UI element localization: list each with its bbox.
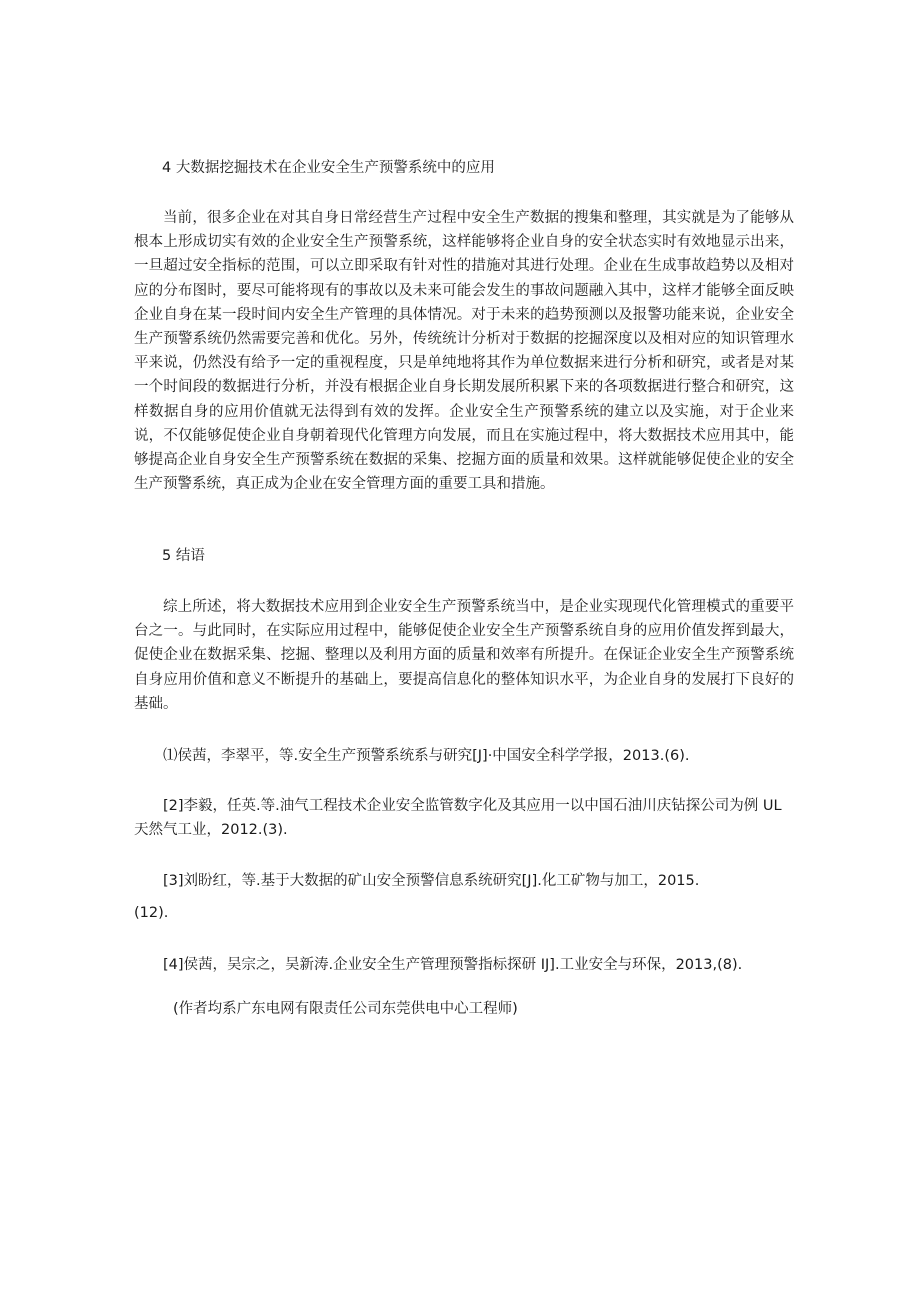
reference-1 <box>163 744 689 768</box>
reference-2-line-1: [2]李毅，任英.等.油气工程技术企业安全监管数字化及其应用一以中国石油川庆钻探公司为例 UL <box>163 798 782 814</box>
reference-2-line-2: 天然气工业，2012.(3). <box>134 822 288 838</box>
reference-4 <box>163 953 742 977</box>
reference-4-line-1: [4]侯茜，吴宗之，吴新涛.企业安全生产管理预警指标探研 IJ].工业安全与环保，2013,(8). <box>163 957 743 973</box>
reference-1-line-1: ⑴侯茜，李翠平，等.安全生产预警系统系与研究[J]·中国安全科学学报，2013.(6). <box>163 748 690 764</box>
section-4-heading: 4 大数据挖掘技术在企业安全生产预警系统中的应用 <box>162 160 495 176</box>
reference-2 <box>134 794 782 842</box>
reference-3 <box>134 869 700 925</box>
reference-3-line-2: (12). <box>134 905 169 921</box>
section-5-heading: 5 结语 <box>162 548 205 564</box>
section-5-paragraph: 综上所述，将大数据技术应用到企业安全生产预警系统当中，是企业实现现代化管理模式的重要平台之一。与此同时，在实际应用过程中，能够促使企业安全生产预警系统自身的应用价值发挥到最大，促使企业在数据采集、挖掘、整理以及利用方面的质量和效率有所提升。在保证企业安全生产预警系统自身应用价值和意义不断提升的基础上，要提高信息化的整体知识水平，为企业自身的发展打下良好的基础。 <box>134 599 794 712</box>
reference-3-line-1: [3]刘盼红，等.基于大数据的矿山安全预警信息系统研究[J].化工矿物与加工，2015. <box>163 873 700 889</box>
section-4-paragraph: 当前，很多企业在对其自身日常经营生产过程中安全生产数据的搜集和整理，其实就是为了能够从根本上形成切实有效的企业安全生产预警系统，这样能够将企业自身的安全状态实时有效地显示出来，一旦超过安全指标的范围，可以立即采取有针对性的措施对其进行处理。企业在生成事故趋势以及相对应的分布图时，要尽可能将现有的事故以及未来可能会发生的事故问题融入其中，这样才能够全面反映企业自身在某一段时间内安全生产管理的具体情况。对于未来的趋势预测以及报警功能来说，企业安全生产预警系统仍然需要完善和优化。另外，传统统计分析对于数据的挖掘深度以及相对应的知识管理水平来说，仍然没有给予一定的重视程度，只是单纯地将其作为单位数据来进行分析和研究，或者是对某一个时间段的数据进行分析，并没有根据企业自身长期发展所积累下来的各项数据进行整合和研究，这样数据自身的应用价值就无法得到有效的发挥。企业安全生产预警系统的建立以及实施，对于企业来说，不仅能够促使企业自身朝着现代化管理方向发展，而且在实施过程中，将大数据技术应用其中，能够提高企业自身安全生产预警系统在数据的采集、挖掘方面的质量和效果。这样就能够促使企业的安全生产预警系统，真正成为企业在安全管理方面的重要工具和措施。 <box>134 210 794 493</box>
author-note: (作者均系广东电网有限责任公司东莞供电中心工程师) <box>173 1001 518 1017</box>
